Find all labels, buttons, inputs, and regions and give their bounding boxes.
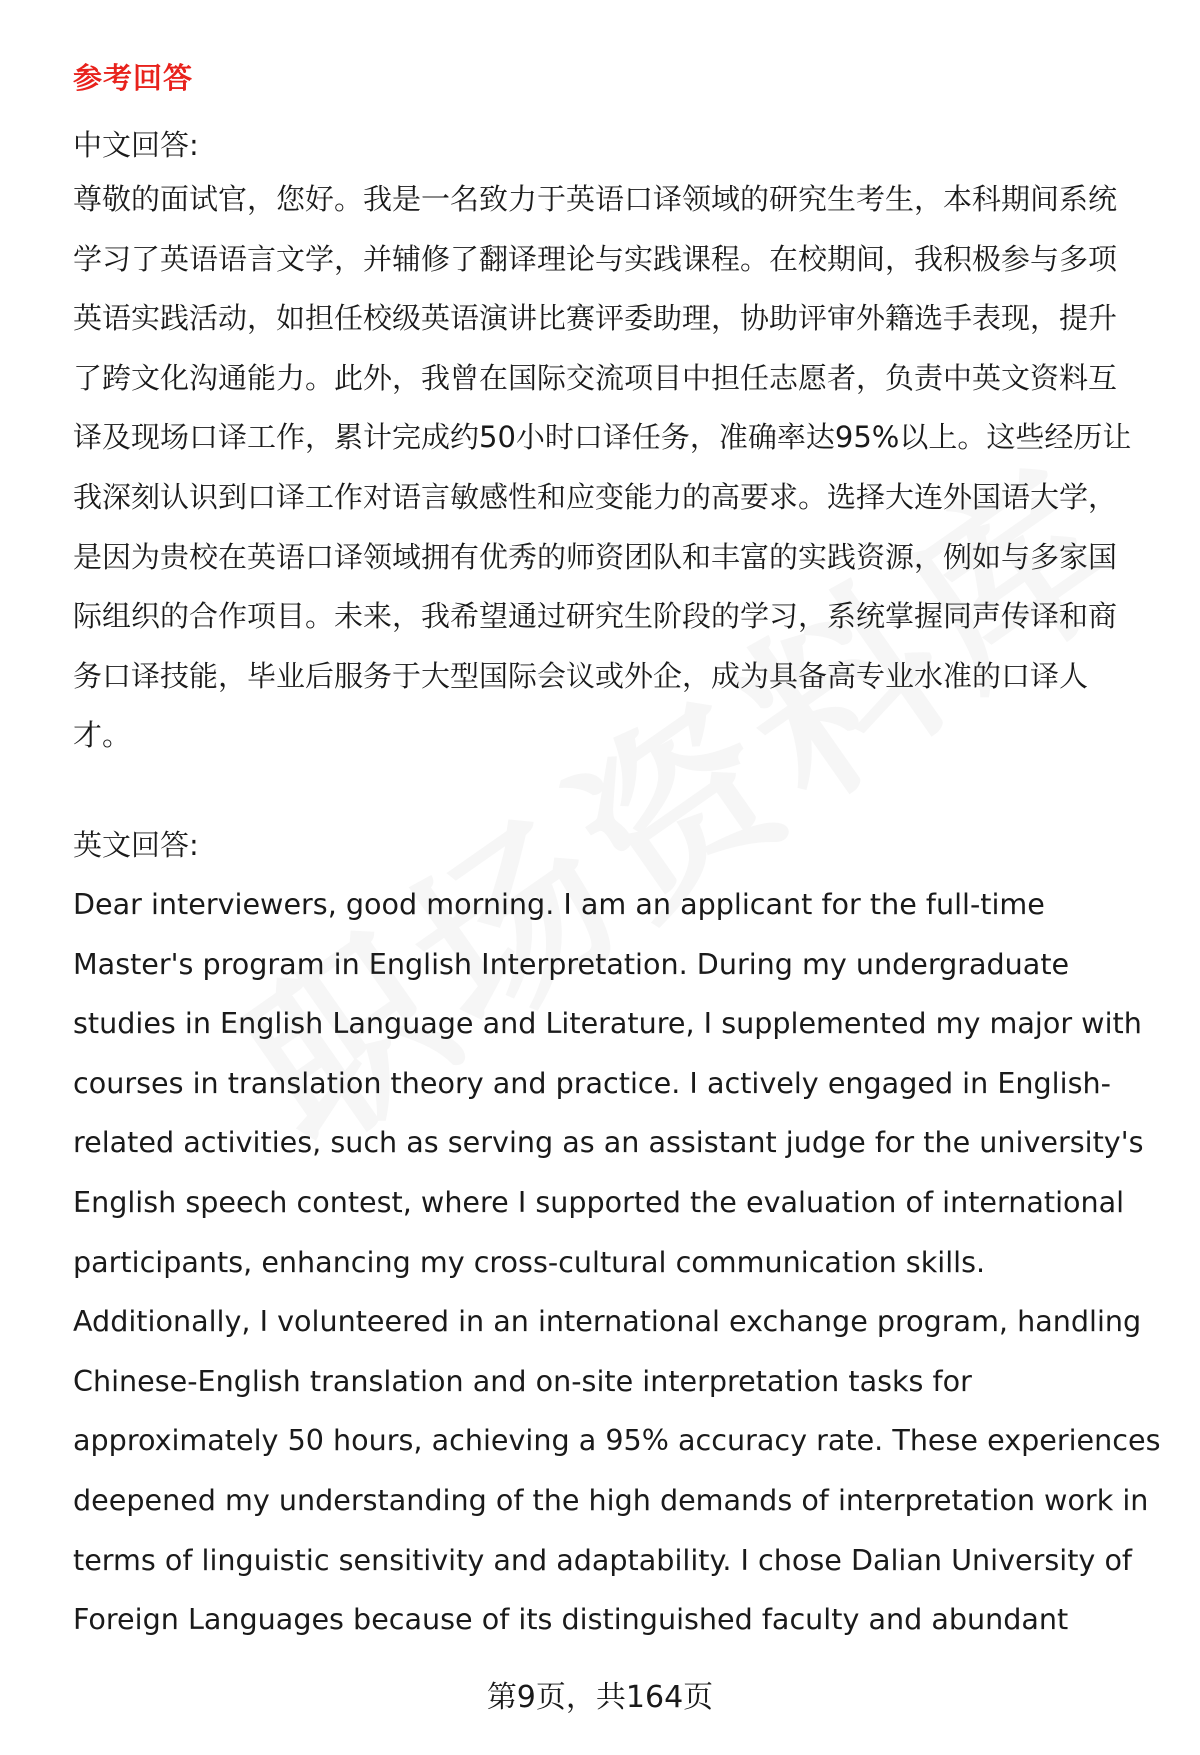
paragraph-line: 我深刻认识到口译工作对语言敏感性和应变能力的高要求。选择大连外国语大学， [73,479,1118,514]
page-number: 第9页，共164页 [486,1680,714,1715]
paragraph-line: 是因为贵校在英语口译领域拥有优秀的师资团队和丰富的实践资源，例如与多家国 [73,539,1118,574]
paragraph-line: terms of linguistic sensitivity and adaptability. I chose Dalian University of [73,1542,1133,1577]
paragraph-line: Chinese-English translation and on-site interpretation tasks for [73,1363,972,1398]
paragraph-line: 译及现场口译工作，累计完成约50小时口译任务，准确率达95%以上。这些经历让 [73,420,1132,455]
english-answer-body [73,875,1161,1650]
paragraph-line: English speech contest, where I supported the evaluation of international [73,1184,1125,1219]
chinese-answer-body [73,170,1155,766]
paragraph-line: Master's program in English Interpretation. During my undergraduate [73,946,1070,981]
paragraph-line: related activities, such as serving as an assistant judge for the university's [73,1125,1144,1160]
page-heading: 参考回答 [73,61,194,95]
paragraph-line: deepened my understanding of the high demands of interpretation work in [73,1482,1149,1517]
paragraph-line: 才。 [73,718,132,753]
chinese-answer-label: 中文回答: [73,128,199,162]
paragraph-line: 际组织的合作项目。未来，我希望通过研究生阶段的学习，系统掌握同声传译和商 [73,599,1118,634]
paragraph-line: approximately 50 hours, achieving a 95% accuracy rate. These experiences [73,1423,1161,1458]
paragraph-line: Additionally, I volunteered in an international exchange program, handling [73,1304,1142,1339]
paragraph-line: Foreign Languages because of its distinguished faculty and abundant [73,1602,1069,1637]
paragraph-line: 了跨文化沟通能力。此外，我曾在国际交流项目中担任志愿者，负责中英文资料互 [73,360,1118,395]
english-answer-label: 英文回答: [73,828,199,862]
paragraph-line: studies in English Language and Literature, I supplemented my major with [73,1006,1142,1041]
paragraph-line: 学习了英语语言文学，并辅修了翻译理论与实践课程。在校期间，我积极参与多项 [73,241,1118,276]
paragraph-line: 尊敬的面试官，您好。我是一名致力于英语口译领域的研究生考生，本科期间系统 [73,182,1118,216]
paragraph-line: 务口译技能，毕业后服务于大型国际会议或外企，成为具备高专业水准的口译人 [73,658,1089,693]
paragraph-line: 英语实践活动，如担任校级英语演讲比赛评委助理，协助评审外籍选手表现，提升 [73,301,1118,336]
paragraph-line: participants, enhancing my cross-cultural communication skills. [73,1244,986,1279]
paragraph-line: Dear interviewers, good morning. I am an applicant for the full-time [73,887,1045,921]
paragraph-line: courses in translation theory and practice. I actively engaged in English- [73,1065,1111,1100]
